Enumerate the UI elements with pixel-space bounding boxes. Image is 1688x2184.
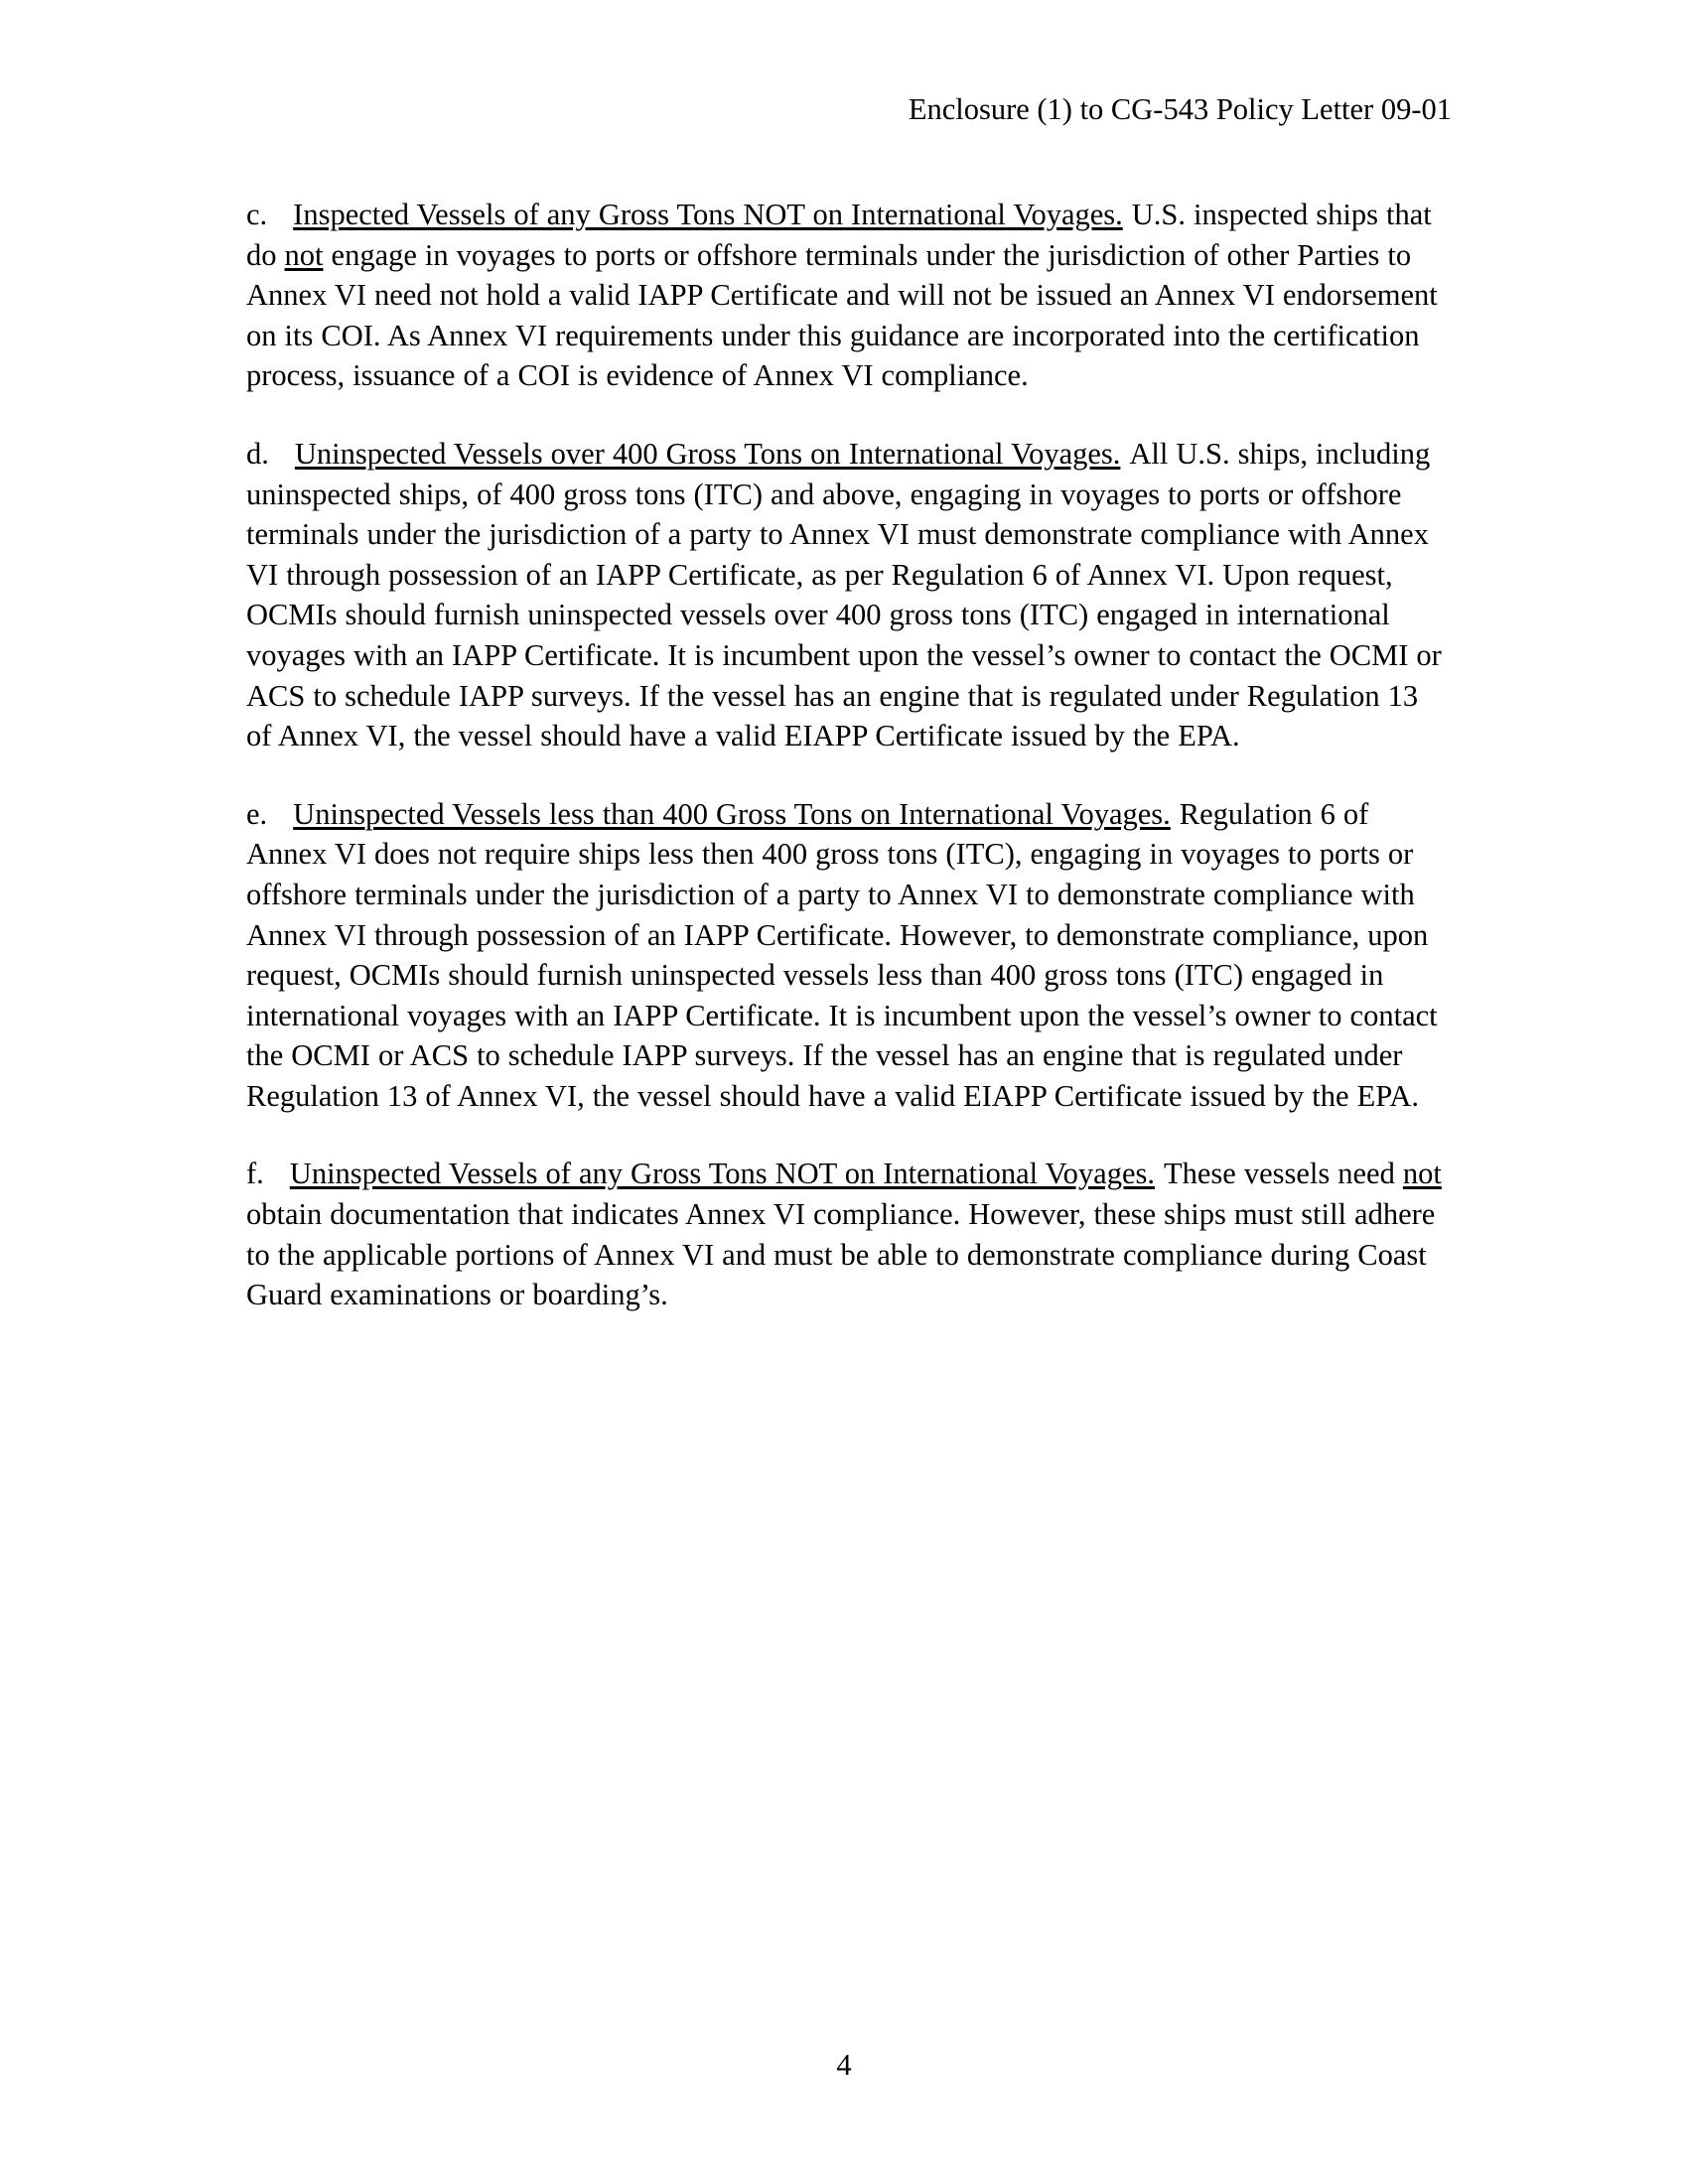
page-header xyxy=(0,91,1688,128)
paragraph-c xyxy=(246,195,1450,396)
paragraph-d-heading: Uninspected Vessels over 400 Gross Tons on International Voyages. xyxy=(294,436,1121,471)
paragraph-f-marker: f. xyxy=(246,1157,264,1191)
paragraph-e-marker: e. xyxy=(246,796,268,831)
paragraph-f-text-2: obtain documentation that indicates Annex VI compliance. However, these ships must still adhere to the applicable portions of Annex VI and must be able to demonstrate compliance during Coast Guard examinations or boarding’s. xyxy=(246,1197,1436,1312)
paragraph-d-text-1: All U.S. ships, including uninspected ships, of 400 gross tons (ITC) and above, engaging in voyages to ports or offshore terminals under the jurisdiction of a party to Annex VI must demonstrate compliance with Annex VI through possession of an IAPP Certificate, as per Regulation 6 of Annex VI. Upon request, OCMIs should furnish uninspected vessels over 400 gross tons (ITC) engaged in international voyages with an IAPP Certificate. It is incumbent upon the vessel’s owner to contact the OCMI or ACS to schedule IAPP surveys. If the vessel has an engine that is regulated under Regulation 13 of Annex VI, the vessel should have a valid EIAPP Certificate issued by the EPA. xyxy=(246,436,1442,753)
paragraph-f-heading: Uninspected Vessels of any Gross Tons NOT on International Voyages. xyxy=(289,1157,1155,1191)
paragraph-d-marker: d. xyxy=(246,436,269,471)
paragraph-d xyxy=(246,434,1450,756)
paragraph-c-heading: Inspected Vessels of any Gross Tons NOT on International Voyages. xyxy=(293,198,1123,231)
paragraph-c-text-2: engage in voyages to ports or offshore terminals under the jurisdiction of other Parties to Annex VI need not hold a valid IAPP Certificate and will not be issued an Annex VI endorsement on its COI. As Annex VI requirements under this guidance are incorporated into the certification process, issuance of a COI is evidence of Annex VI compliance. xyxy=(246,237,1438,393)
paragraph-f-text-1: These vessels need xyxy=(1163,1157,1403,1191)
paragraph-e-text-1: Regulation 6 of Annex VI does not require ships less then 400 gross tons (ITC), engaging in voyages to ports or offshore terminals under the jurisdiction of a party to Annex VI to demonstrate compliance with Annex VI through possession of an IAPP Certificate. However, to demonstrate compliance, upon request, OCMIs should furnish uninspected vessels less than 400 gross tons (ITC) engaged in international voyages with an IAPP Certificate. It is incumbent upon the vessel’s owner to contact the OCMI or ACS to schedule IAPP surveys. If the vessel has an engine that is regulated under Regulation 13 of Annex VI, the vessel should have a valid EIAPP Certificate issued by the EPA. xyxy=(246,796,1438,1113)
document-body xyxy=(246,195,1450,1315)
paragraph-c-emphasis-not: not xyxy=(284,237,324,272)
page-number-text: 4 xyxy=(836,2048,852,2082)
paragraph-c-text-1: U.S. inspected ships that do xyxy=(246,198,1432,272)
paragraph-c-marker: c. xyxy=(246,198,268,231)
paragraph-f xyxy=(246,1154,1450,1314)
page-header-text: Enclosure (1) to CG-543 Policy Letter 09-01 xyxy=(908,92,1452,126)
paragraph-e xyxy=(246,794,1450,1117)
page-number xyxy=(0,2048,1688,2083)
paragraph-f-emphasis-not: not xyxy=(1402,1157,1442,1191)
paragraph-e-heading: Uninspected Vessels less than 400 Gross Tons on International Voyages. xyxy=(293,796,1171,831)
